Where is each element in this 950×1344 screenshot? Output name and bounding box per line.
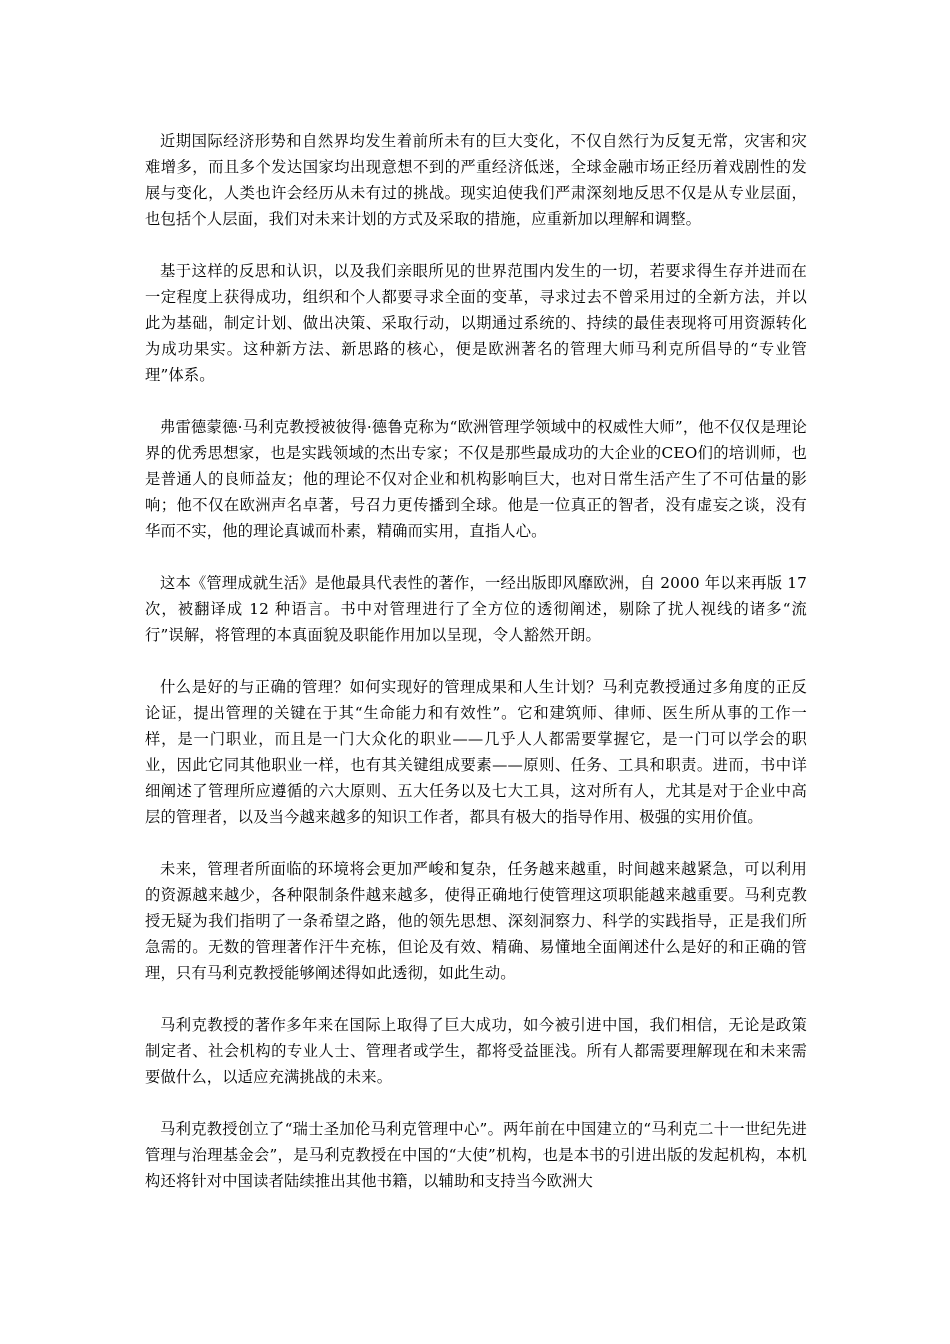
paragraph-8: 马利克教授创立了“瑞士圣加伦马利克管理中心”。两年前在中国建立的“马利克二十一世纪先进管理与治理基金会”，是马利克教授在中国的“大使”机构，也是本书的引进出版的发起机构，本机构还将针对中国读者陆续推出其他书籍，以辅助和支持当今欧洲大 [145, 1120, 807, 1190]
paragraph-5: 什么是好的与正确的管理？如何实现好的管理成果和人生计划？马利克教授通过多角度的正反论证，提出管理的关键在于其“生命能力和有效性”。它和建筑师、律师、医生所从事的工作一样，是一门职业，而且是一门大众化的职业——几乎人人都需要掌握它，是一门可以学会的职业，因此它同其他职业一样，也有其关键组成要素——原则、任务、工具和职责。进而，书中详细阐述了管理所应遵循的六大原则、五大任务以及七大工具，这对所有人，尤其是对于企业中高层的管理者，以及当今越来越多的知识工作者，都具有极大的指导作用、极强的实用价值。 [145, 678, 807, 826]
paragraph-1: 近期国际经济形势和自然界均发生着前所未有的巨大变化，不仅自然行为反复无常，灾害和灾难增多，而且多个发达国家均出现意想不到的严重经济低迷，全球金融市场正经历着戏剧性的发展与变化，人类也许会经历从未有过的挑战。现实迫使我们严肃深刻地反思不仅是从专业层面，也包括个人层面，我们对未来计划的方式及采取的措施，应重新加以理解和调整。 [145, 132, 807, 228]
paragraph-7: 马利克教授的著作多年来在国际上取得了巨大成功，如今被引进中国，我们相信，无论是政策制定者、社会机构的专业人士、管理者或学生，都将受益匪浅。所有人都需要理解现在和未来需要做什么，以适应充满挑战的未来。 [145, 1016, 807, 1086]
document-body [145, 128, 807, 1194]
paragraph-4: 这本《管理成就生活》是他最具代表性的著作，一经出版即风靡欧洲，自 2000 年以来再版 17 次，被翻译成 12 种语言。书中对管理进行了全方位的透彻阐述，剔除了扰人视线的诸多“流行”误解，将管理的本真面貌及职能作用加以呈现，令人豁然开朗。 [145, 574, 807, 644]
paragraph-3: 弗雷德蒙德·马利克教授被彼得·德鲁克称为“欧洲管理学领域中的权威性大师”，他不仅仅是理论界的优秀思想家，也是实践领域的杰出专家；不仅是那些最成功的大企业的CEO们的培训师，也是普通人的良师益友；他的理论不仅对企业和机构影响巨大，也对日常生活产生了不可估量的影响；他不仅在欧洲声名卓著，号召力更传播到全球。他是一位真正的智者，没有虚妄之谈，没有华而不实，他的理论真诚而朴素，精确而实用，直指人心。 [145, 418, 807, 540]
paragraph-6: 未来，管理者所面临的环境将会更加严峻和复杂，任务越来越重，时间越来越紧急，可以利用的资源越来越少，各种限制条件越来越多，使得正确地行使管理这项职能越来越重要。马利克教授无疑为我们指明了一条希望之路，他的领先思想、深刻洞察力、科学的实践指导，正是我们所急需的。无数的管理著作汗牛充栋，但论及有效、精确、易懂地全面阐述什么是好的和正确的管理，只有马利克教授能够阐述得如此透彻，如此生动。 [145, 860, 807, 982]
paragraph-2: 基于这样的反思和认识，以及我们亲眼所见的世界范围内发生的一切，若要求得生存并进而在一定程度上获得成功，组织和个人都要寻求全面的变革，寻求过去不曾采用过的全新方法，并以此为基础，制定计划、做出决策、采取行动，以期通过系统的、持续的最佳表现将可用资源转化为成功果实。这种新方法、新思路的核心，便是欧洲著名的管理大师马利克所倡导的“专业管理”体系。 [145, 262, 807, 384]
